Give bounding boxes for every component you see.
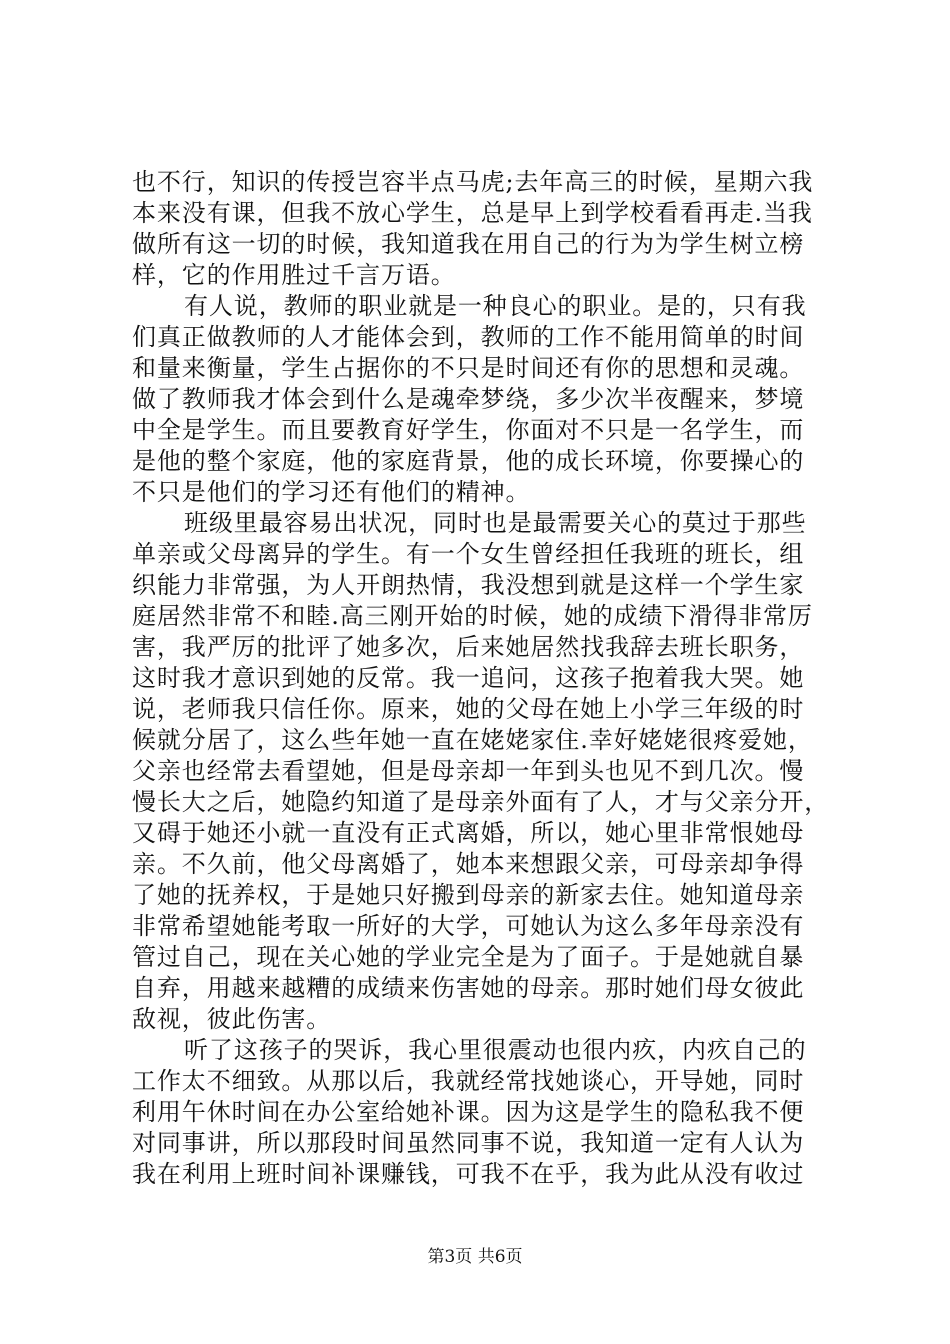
- text-line: 自弃，用越来越糟的成绩来伤害她的母亲。那时她们母女彼此: [132, 974, 805, 1002]
- text-line: 单亲或父母离异的学生。有一个女生曾经担任我班的班长，组: [132, 540, 805, 568]
- paragraph-start-line: 有人说，教师的职业就是一种良心的职业。是的，只有我: [184, 292, 807, 320]
- text-line: 做了教师我才体会到什么是魂牵梦绕，多少次半夜醒来，梦境: [132, 385, 805, 413]
- text-line: 样，它的作用胜过千言万语。: [132, 261, 456, 289]
- text-line: 管过自己，现在关心她的学业完全是为了面子。于是她就自暴: [132, 943, 805, 971]
- text-line: 和量来衡量，学生占据你的不只是时间还有你的思想和灵魂。: [132, 354, 805, 382]
- text-line: 父亲也经常去看望她，但是母亲却一年到头也见不到几次。慢: [132, 757, 805, 785]
- text-line: 织能力非常强，为人开朗热情，我没想到就是这样一个学生家: [132, 571, 805, 599]
- document-body: [132, 167, 832, 1190]
- text-line: 不只是他们的学习还有他们的精神。: [132, 478, 531, 506]
- text-line: 我在利用上班时间补课赚钱，可我不在乎，我为此从没有收过: [132, 1160, 805, 1188]
- text-line: 中全是学生。而且要教育好学生，你面对不只是一名学生，而: [132, 416, 805, 444]
- text-line: 又碍于她还小就一直没有正式离婚，所以，她心里非常恨她母: [132, 819, 805, 847]
- text-line: 也不行，知识的传授岂容半点马虎;去年高三的时候，星期六我: [132, 168, 814, 196]
- page-number-footer: 第3页 共6页: [427, 1247, 523, 1267]
- text-line: 这时我才意识到她的反常。我一追问，这孩子抱着我大哭。她: [132, 664, 805, 692]
- text-line: 做所有这一切的时候，我知道我在用自己的行为为学生树立榜: [132, 230, 805, 258]
- text-line: 慢长大之后，她隐约知道了是母亲外面有了人，才与父亲分开，: [132, 788, 830, 816]
- text-line: 对同事讲，所以那段时间虽然同事不说，我知道一定有人认为: [132, 1129, 805, 1157]
- text-line: 本来没有课，但我不放心学生，总是早上到学校看看再走.当我: [132, 199, 813, 227]
- text-line: 说，老师我只信任你。原来，她的父母在她上小学三年级的时: [132, 695, 805, 723]
- text-line: 利用午休时间在办公室给她补课。因为这是学生的隐私我不便: [132, 1098, 805, 1126]
- text-line: 非常希望她能考取一所好的大学，可她认为这么多年母亲没有: [132, 912, 805, 940]
- text-line: 亲。不久前，他父母离婚了，她本来想跟父亲，可母亲却争得: [132, 850, 805, 878]
- text-line: 害，我严厉的批评了她多次，后来她居然找我辞去班长职务，: [132, 633, 805, 661]
- paragraph-start-line: 班级里最容易出状况，同时也是最需要关心的莫过于那些: [184, 509, 807, 537]
- paragraph-start-line: 听了这孩子的哭诉，我心里很震动也很内疚，内疚自己的: [184, 1036, 807, 1064]
- text-line: 是他的整个家庭，他的家庭背景，他的成长环境，你要操心的: [132, 447, 805, 475]
- text-line: 敌视，彼此伤害。: [132, 1005, 332, 1033]
- text-line: 庭居然非常不和睦.高三刚开始的时候，她的成绩下滑得非常厉: [132, 602, 813, 630]
- text-line: 们真正做教师的人才能体会到，教师的工作不能用简单的时间: [132, 323, 805, 351]
- text-line: 了她的抚养权，于是她只好搬到母亲的新家去住。她知道母亲: [132, 881, 805, 909]
- text-line: 工作太不细致。从那以后，我就经常找她谈心，开导她，同时: [132, 1067, 805, 1095]
- text-line: 候就分居了，这么些年她一直在姥姥家住.幸好姥姥很疼爱她，: [132, 726, 813, 754]
